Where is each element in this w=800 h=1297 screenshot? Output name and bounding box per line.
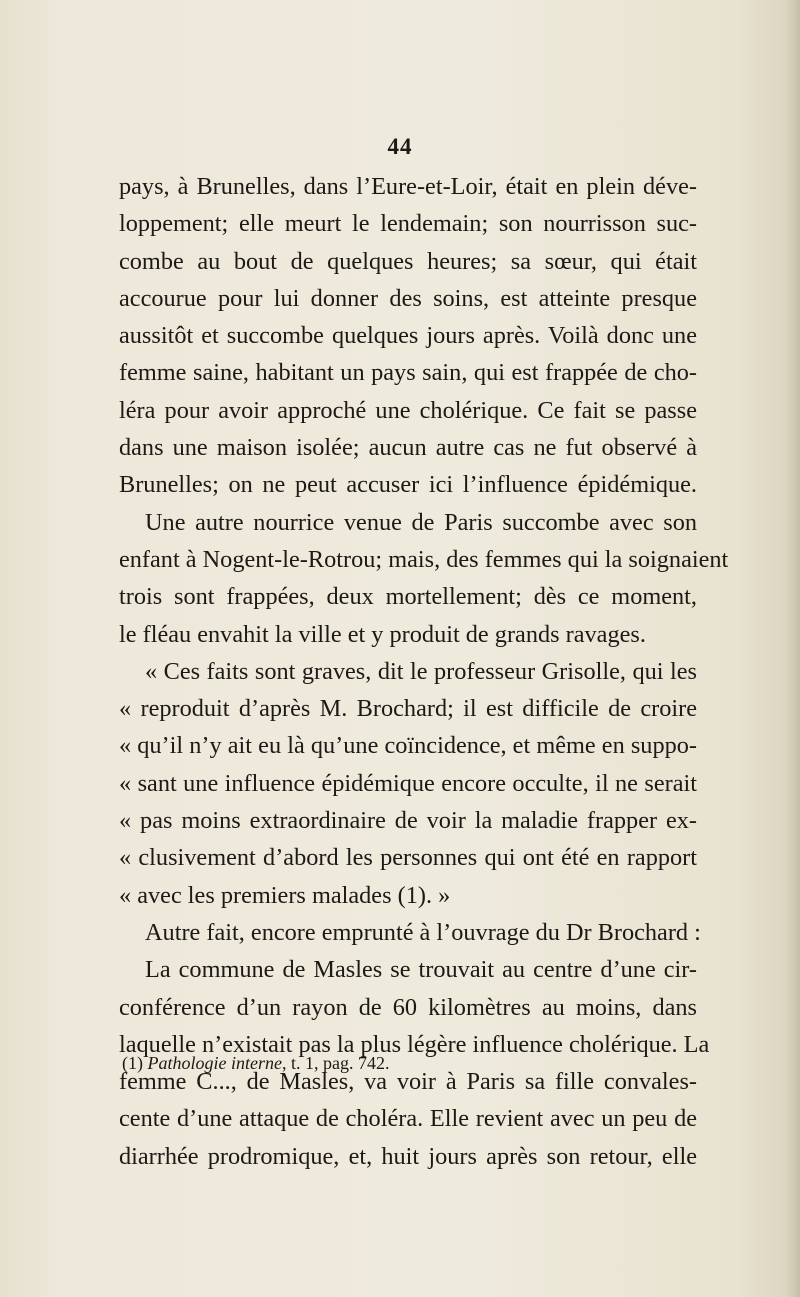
text-line: « sant une influence épidémique encore occulte, il ne serait xyxy=(119,769,697,797)
text-line: léra pour avoir approché une cholérique. Ce fait se passe xyxy=(119,396,697,424)
footnote xyxy=(122,1053,389,1074)
text-line: loppement; elle meurt le lendemain; son nourrisson suc- xyxy=(119,210,697,238)
text-line: « pas moins extraordinaire de voir la maladie frapper ex- xyxy=(119,807,697,835)
text-line: La commune de Masles se trouvait au centre d’une cir- xyxy=(145,956,697,984)
text-line: diarrhée prodromique, et, huit jours après son retour, elle xyxy=(119,1142,697,1170)
page-number: 44 xyxy=(387,134,413,159)
text-line: aussitôt et succombe quelques jours après. Voilà donc une xyxy=(119,322,697,350)
text-line: enfant à Nogent-le-Rotrou; mais, des femmes qui la soignaient xyxy=(119,545,729,573)
text-line: Autre fait, encore emprunté à l’ouvrage du Dr Brochard : xyxy=(145,918,701,946)
footnote-title: Pathologie interne xyxy=(147,1053,282,1073)
footnote-reference: , t. 1, pag. 742. xyxy=(281,1053,390,1073)
text-line: accourue pour lui donner des soins, est atteinte presque xyxy=(119,284,697,312)
text-line: femme saine, habitant un pays sain, qui est frappée de cho- xyxy=(119,359,697,387)
text-line: le fléau envahit la ville et y produit de grands ravages. xyxy=(119,620,646,648)
body-text xyxy=(119,168,729,1175)
text-line: conférence d’un rayon de 60 kilomètres au moins, dans xyxy=(119,993,697,1021)
text-line: cente d’une attaque de choléra. Elle revient avec un peu de xyxy=(119,1105,697,1133)
text-line: femme C..., de Masles, va voir à Paris sa fille convales- xyxy=(119,1068,697,1096)
page-edge-shadow xyxy=(786,0,800,1297)
text-line: « clusivement d’abord les personnes qui ont été en rapport xyxy=(119,844,697,872)
text-line: Une autre nourrice venue de Paris succombe avec son xyxy=(145,508,697,536)
text-line: pays, à Brunelles, dans l’Eure-et-Loir, était en plein déve- xyxy=(119,173,697,200)
text-line: « qu’il n’y ait eu là qu’une coïncidence, et même en suppo- xyxy=(119,732,697,760)
text-line: Brunelles; on ne peut accuser ici l’influence épidémique. xyxy=(119,471,697,499)
footnote-marker: (1) xyxy=(122,1053,143,1073)
text-line: combe au bout de quelques heures; sa sœur, qui était xyxy=(119,247,697,275)
text-line: trois sont frappées, deux mortellement; dès ce moment, xyxy=(119,583,697,611)
text-line: « avec les premiers malades (1). » xyxy=(119,881,451,909)
text-line: laquelle n’existait pas la plus légère influence cholérique. La xyxy=(119,1030,710,1058)
text-line: « Ces faits sont graves, dit le professeur Grisolle, qui les xyxy=(145,657,697,685)
text-line: « reproduit d’après M. Brochard; il est difficile de croire xyxy=(119,695,697,723)
text-line: dans une maison isolée; aucun autre cas ne fut observé à xyxy=(119,434,697,462)
